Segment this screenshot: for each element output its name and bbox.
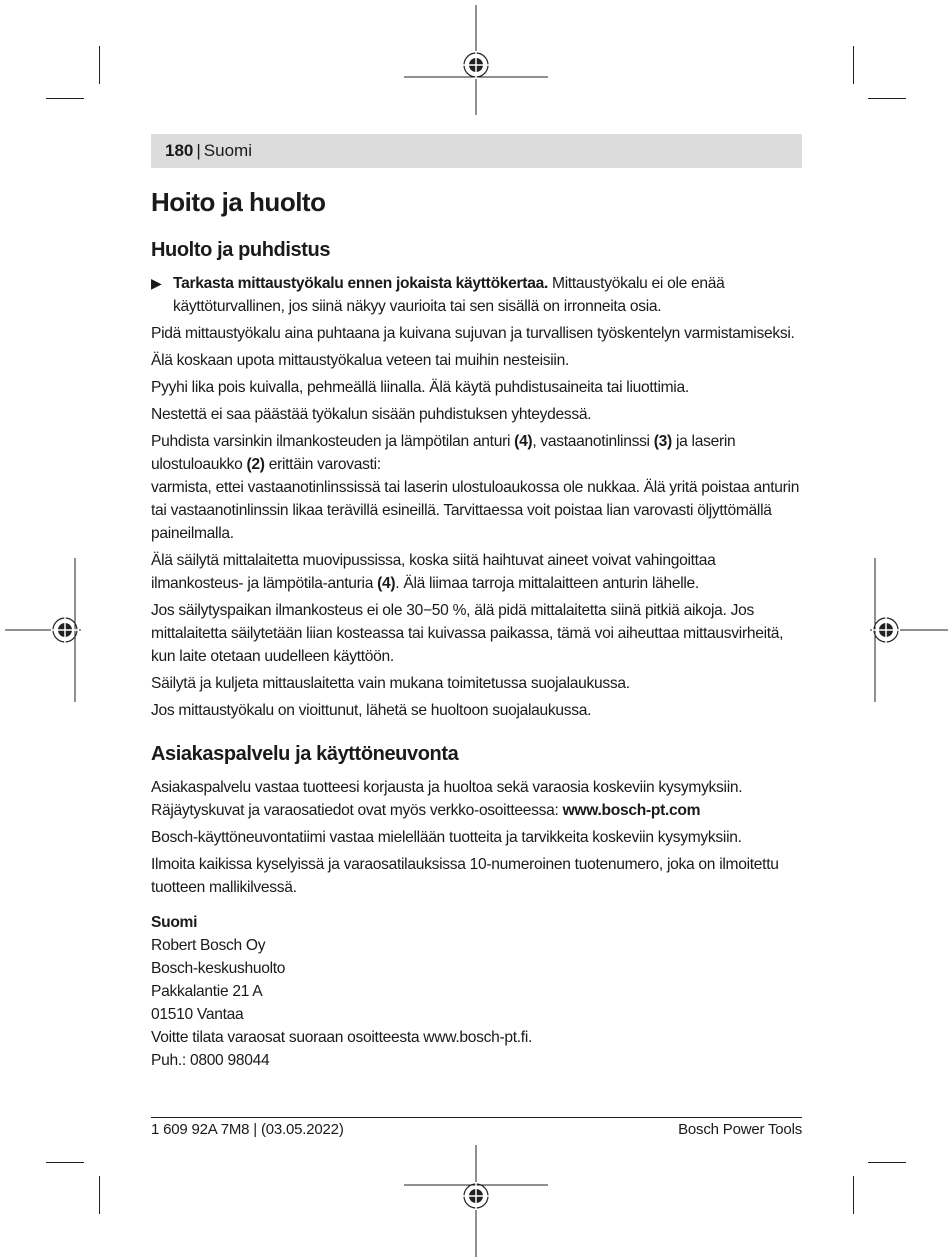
reference-number: (2) — [246, 456, 265, 473]
crop-mark — [853, 1176, 854, 1214]
address-line: 01510 Vantaa — [151, 1006, 244, 1023]
address-line: Robert Bosch Oy — [151, 937, 266, 954]
crop-mark — [853, 46, 854, 84]
page-header — [151, 134, 802, 168]
reference-number: (4) — [514, 433, 533, 450]
bullet-arrow-icon: ▶ — [151, 275, 162, 291]
text: Puhdista varsinkin ilmankosteuden ja lämpötilan anturi — [151, 433, 515, 450]
crop-mark — [868, 1162, 906, 1163]
paragraph: Jos mittaustyökalu on vioittunut, lähetä se huoltoon suojalaukussa. — [151, 702, 592, 719]
registration-mark-top — [404, 5, 550, 115]
paragraph-cleaning — [151, 430, 802, 545]
paragraph: Pyyhi lika pois kuivalla, pehmeällä liinalla. Älä käytä puhdistusaineita tai liuottimia. — [151, 379, 689, 396]
reference-number: (3) — [653, 433, 672, 450]
text: . Älä liimaa tarroja mittalaitteen anturin lähelle. — [395, 575, 699, 592]
reference-number: (4) — [377, 575, 396, 592]
header-language: Suomi — [203, 141, 252, 160]
address-line: Pakkalantie 21 A — [151, 983, 263, 1000]
crop-mark — [46, 1162, 84, 1163]
text: Älä säilytä mittalaitetta muovipussissa, koska siitä haihtuvat aineet voivat vahingoittaa ilmankosteus- ja lämpötila-anturia — [151, 552, 716, 592]
paragraph: Pidä mittaustyökalu aina puhtaana ja kuivana sujuvan ja turvallisen työskentelyn varmistamiseksi. — [151, 325, 795, 342]
crop-mark — [99, 46, 100, 84]
registration-mark-bottom — [404, 1145, 550, 1257]
address-line: Voitte tilata varaosat suoraan osoitteesta www.bosch-pt.fi. — [151, 1029, 533, 1046]
page-number: 180 — [165, 141, 194, 160]
footer-document-id: 1 609 92A 7M8 | (03.05.2022) — [151, 1121, 344, 1138]
crop-mark — [99, 1176, 100, 1214]
text: , vastaanotinlinssi — [532, 433, 654, 450]
page-footer — [151, 1117, 802, 1138]
crop-mark — [868, 98, 906, 99]
section-heading-maintenance: Huolto ja puhdistus — [151, 239, 331, 261]
registration-mark-left — [5, 558, 81, 704]
address-block — [151, 911, 802, 1072]
crop-mark — [46, 98, 84, 99]
footer-brand: Bosch Power Tools — [678, 1121, 802, 1138]
text: ja laserin ulostuloaukko — [151, 433, 736, 473]
paragraph: Nestettä ei saa päästää työkalun sisään puhdistuksen yhteydessä. — [151, 406, 592, 423]
address-country: Suomi — [151, 914, 198, 931]
paragraph-storage — [151, 549, 802, 595]
address-line: Puh.: 0800 98044 — [151, 1052, 270, 1069]
paragraph-service — [151, 776, 802, 822]
paragraph: Älä koskaan upota mittaustyökalua veteen tai muihin nesteisiin. — [151, 352, 569, 369]
paragraph: Ilmoita kaikissa kyselyissä ja varaosatilauksissa 10-numeroinen tuotenumero, joka on ilmoitettu tuotteen mallikilvessä. — [151, 856, 779, 896]
paragraph: Bosch-käyttöneuvontatiimi vastaa mielellään tuotteita ja tarvikkeita koskeviin kysymyksiin. — [151, 829, 742, 846]
text: erittäin varovasti: — [264, 456, 381, 473]
bullet-text: Mittaustyökalu ei ole enää käyttöturvallinen, jos siinä näkyy vaurioita tai sen sisällä on irronneita osia. — [173, 275, 725, 315]
bullet-bold-text: Tarkasta mittaustyökalu ennen jokaista käyttökertaa. — [173, 275, 548, 292]
text: Asiakaspalvelu vastaa tuotteesi korjausta ja huoltoa sekä varaosia koskeviin kysymyksiin. Räjäytyskuvat ja varaosatiedot ovat myös verkko-osoitteessa: — [151, 779, 743, 819]
text: varmista, ettei vastaanotinlinssissä tai laserin ulostuloaukossa ole nukkaa. Älä yritä poistaa anturin tai vastaanotinlinssin likaa terävillä esineillä. Tarvittaessa voit poistaa lian varovasti öljyttömällä paineilmalla. — [151, 479, 800, 542]
paragraph: Jos säilytyspaikan ilmankosteus ei ole 30−50 %, älä pidä mittalaitetta siinä pitkiä aikoja. Jos mittalaitetta säilytetään liian kosteassa tai kuivassa paikassa, tämä voi aiheuttaa mittausvirheitä, kun laite otetaan uudelleen käyttöön. — [151, 602, 784, 665]
page-title: Hoito ja huolto — [151, 187, 326, 217]
paragraph: Säilytä ja kuljeta mittauslaitetta vain mukana toimitetussa suojalaukussa. — [151, 675, 630, 692]
header-separator: | — [196, 141, 201, 160]
website-link[interactable]: www.bosch-pt.com — [562, 802, 701, 819]
address-line: Bosch-keskushuolto — [151, 960, 286, 977]
section-heading-customer-service: Asiakaspalvelu ja käyttöneuvonta — [151, 743, 459, 765]
page-content — [151, 184, 802, 1072]
registration-mark-right — [870, 558, 948, 704]
warning-bullet — [151, 272, 802, 318]
